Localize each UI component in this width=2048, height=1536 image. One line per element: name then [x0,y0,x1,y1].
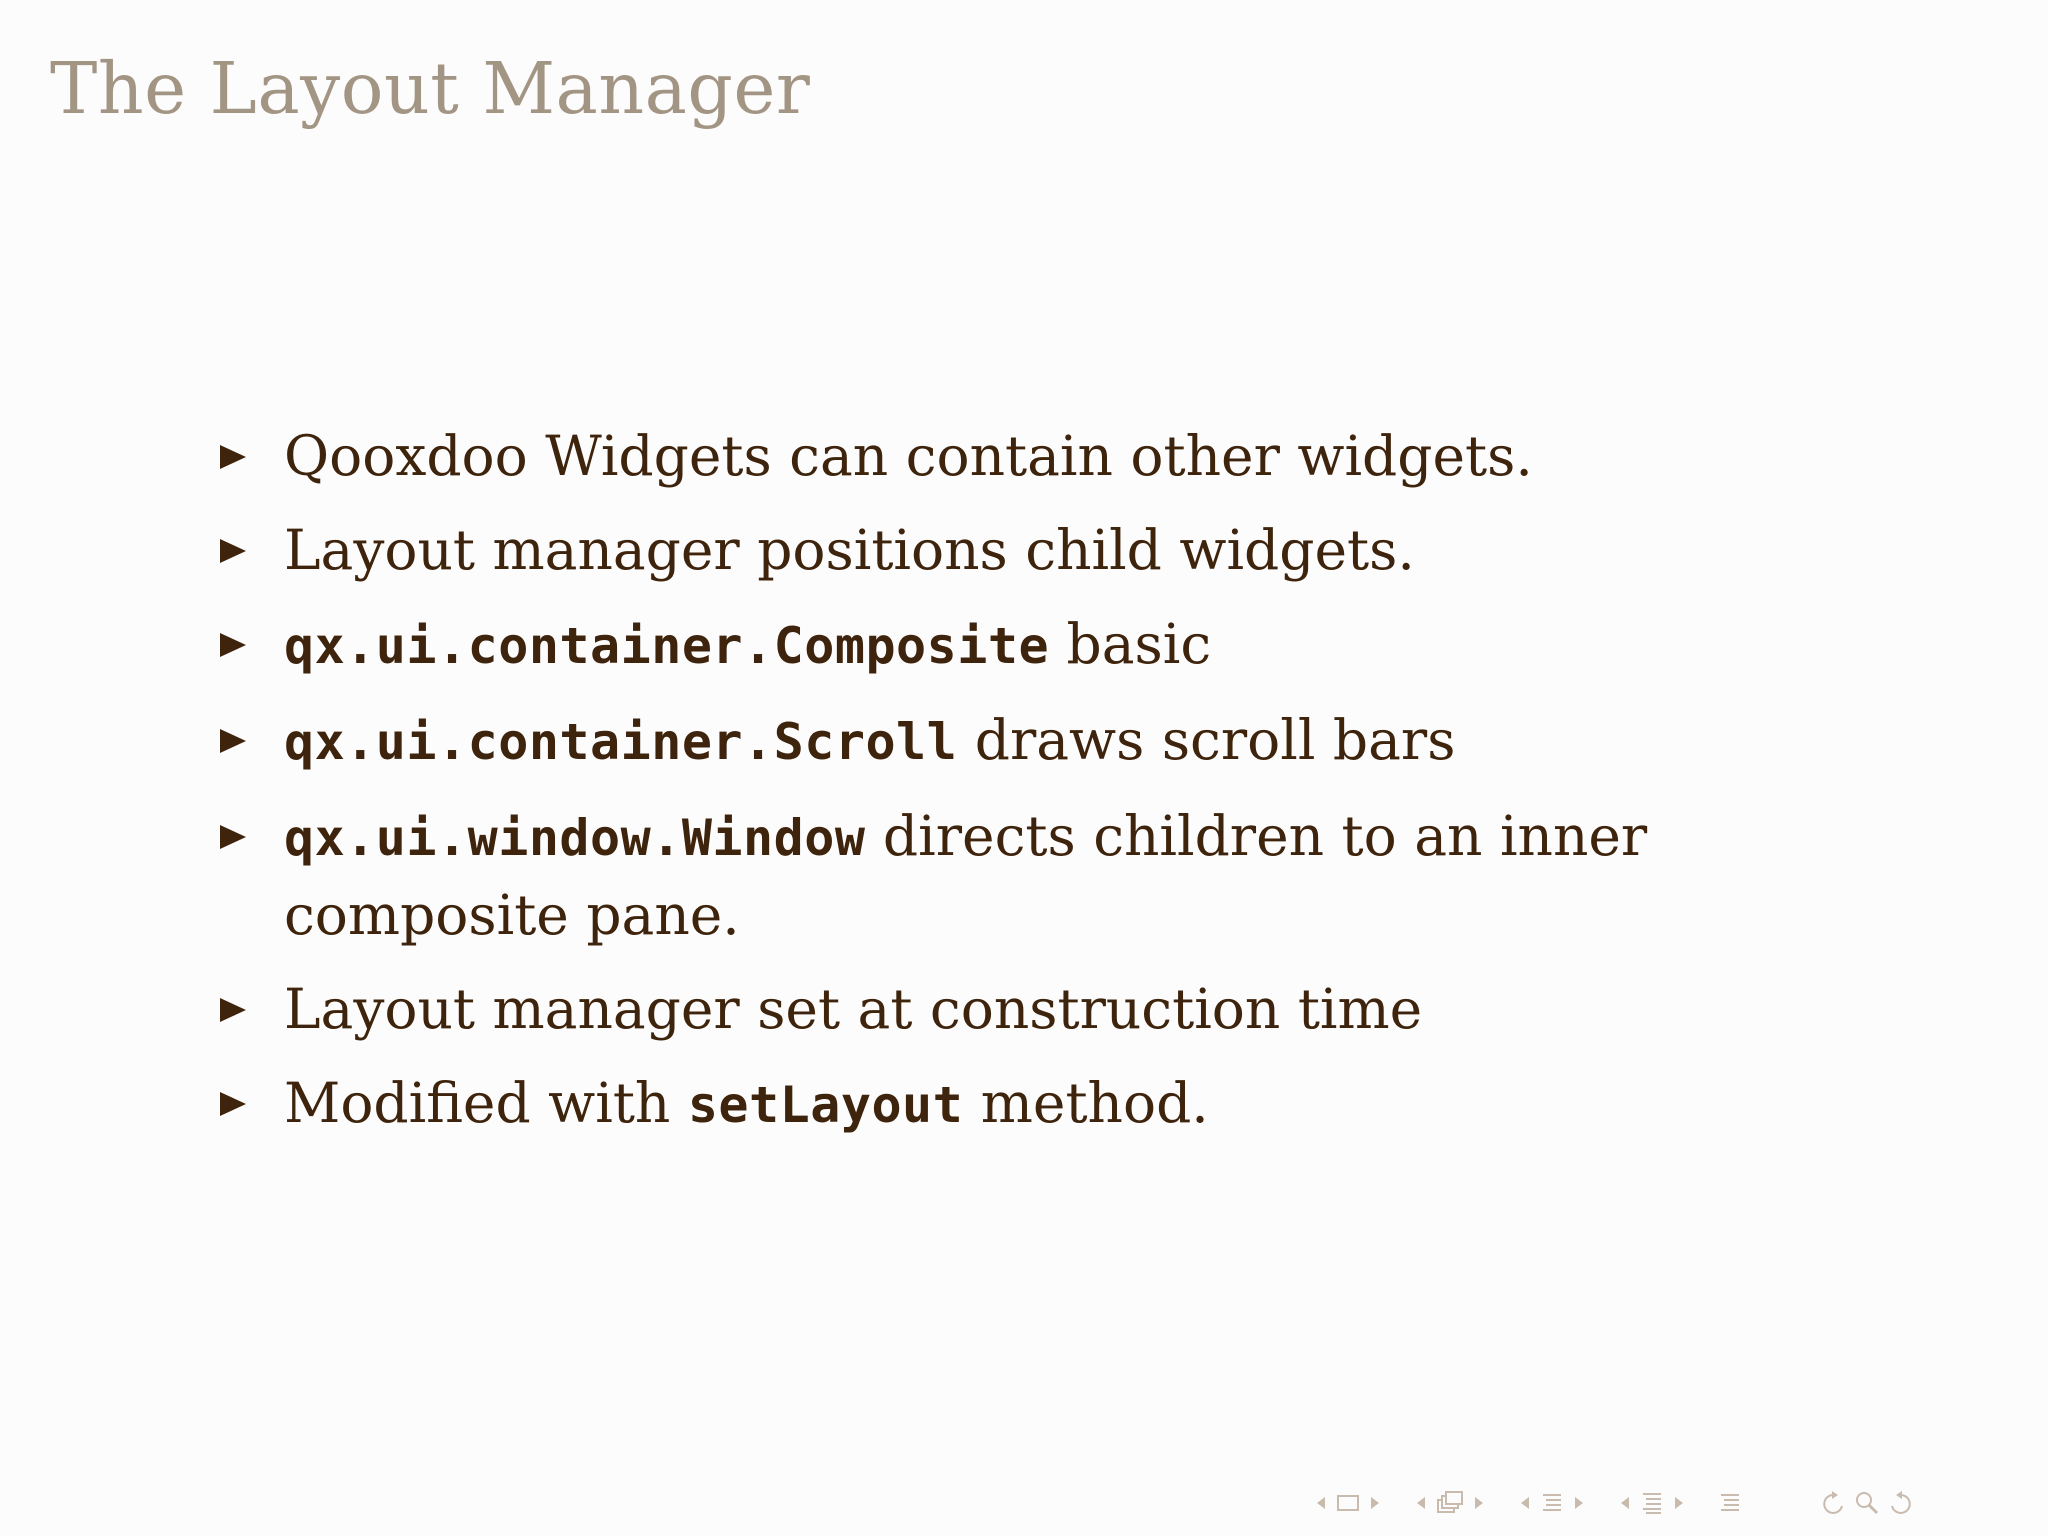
redo-icon[interactable] [1886,1490,1914,1516]
triangle-bullet-icon [218,418,254,495]
list-item [218,702,1778,781]
code-class-name: qx.ui.container.Scroll [284,713,958,771]
list-item [218,606,1778,685]
list-item [218,798,1778,954]
nav-prev-frame-icon[interactable] [1316,1495,1326,1511]
triangle-bullet-icon [218,606,254,683]
bullet-text: method. [963,1071,1209,1135]
nav-next-subsection-icon[interactable] [1474,1495,1484,1511]
nav-prev-section-icon[interactable] [1520,1495,1530,1511]
subsection-icon[interactable] [1436,1491,1464,1515]
nav-next-frame-icon[interactable] [1370,1495,1380,1511]
nav-group-section [1514,1491,1590,1515]
triangle-bullet-icon [218,702,254,779]
nav-prev-subsection-icon[interactable] [1416,1495,1426,1511]
code-class-name: qx.ui.container.Composite [284,617,1050,675]
search-icon[interactable] [1854,1490,1880,1516]
bullet-text: Layout manager positions child widgets. [284,518,1415,582]
list-item [218,512,1778,589]
document-icon[interactable] [1640,1491,1664,1515]
frame-icon[interactable] [1336,1493,1360,1513]
slide-title: The Layout Manager [50,47,811,130]
triangle-bullet-icon [218,971,254,1048]
list-item [218,1065,1778,1144]
nav-group-frame [1310,1493,1386,1513]
triangle-bullet-icon [218,798,254,875]
triangle-bullet-icon [218,512,254,589]
bullet-text: directs children to an inner composite pane. [284,804,1648,947]
bullet-text: Modified with [284,1071,688,1135]
triangle-bullet-icon [218,1065,254,1142]
appendix-icon[interactable] [1718,1491,1742,1515]
list-item [218,971,1778,1048]
bullet-text: basic [1049,612,1212,676]
bullet-text: Qooxdoo Widgets can contain other widgets. [284,424,1533,488]
bullet-text: Layout manager set at construction time [284,977,1423,1041]
bullet-list [218,418,1778,1161]
return-icon[interactable] [1820,1490,1848,1516]
nav-next-section-icon[interactable] [1574,1495,1584,1511]
nav-prev-document-icon[interactable] [1620,1495,1630,1511]
list-item [218,418,1778,495]
code-method-name: setLayout [687,1076,964,1134]
bullet-text: draws scroll bars [957,708,1456,772]
section-icon[interactable] [1540,1491,1564,1515]
nav-next-document-icon[interactable] [1674,1495,1684,1511]
nav-group-document [1614,1491,1690,1515]
beamer-navigation-bar [1310,1488,1914,1518]
nav-group-subsection [1410,1491,1490,1515]
code-class-name: qx.ui.window.Window [284,809,866,867]
nav-group-appendix [1714,1491,1746,1515]
nav-tools [1814,1490,1914,1516]
